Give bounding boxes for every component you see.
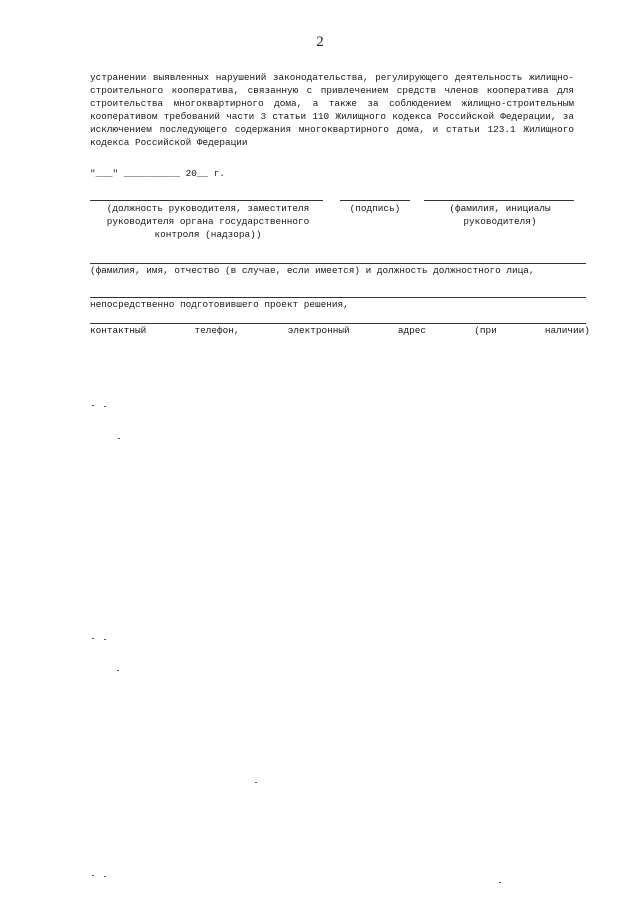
scan-speck: [104, 406, 106, 407]
contact-word: адрес: [397, 325, 426, 336]
prepared-label: непосредственно подготовившего проект решения,: [90, 299, 349, 310]
scan-speck: [104, 639, 106, 640]
contact-word: электронный: [287, 325, 350, 336]
prepared-line: [90, 297, 586, 298]
scan-speck: [92, 638, 94, 639]
official-name-line: [90, 263, 586, 264]
name-signature-line: [424, 200, 574, 201]
contact-word: наличии): [544, 325, 590, 336]
contact-label: [90, 325, 590, 336]
scan-speck: [118, 438, 120, 439]
page-number: 2: [316, 34, 324, 50]
official-name-label: (фамилия, имя, отчество (в случае, если имеется) и должность должностного лица,: [90, 265, 535, 276]
date-line: "___" __________ 20__ г.: [90, 168, 226, 179]
contact-line: [90, 323, 586, 324]
position-label: (должность руководителя, заместителя руководителя органа государственного контроля (надзора)): [106, 203, 310, 240]
scan-speck: [117, 670, 119, 671]
main-paragraph: устранении выявленных нарушений законодательства, регулирующего деятельность жилищно-строительного кооператива, связанную с привлечением средств членов кооператива для строительства многоквартирного дома, а также за соблюдением жилищно-строительным кооперативом требований части 3 статьи 110 Жилищного кодекса Российской Федерации, за исключением последующего содержания многоквартирного дома, и статьи 123.1 Жилищного кодекса Российской Федерации: [90, 72, 574, 148]
scan-speck: [92, 405, 94, 406]
signature-line: [340, 200, 410, 201]
contact-word: контактный: [90, 325, 147, 336]
scan-speck: [499, 882, 501, 883]
contact-word: телефон,: [194, 325, 240, 336]
scan-speck: [104, 876, 106, 877]
scan-speck: [255, 782, 257, 783]
scan-speck: [92, 875, 94, 876]
signature-label: (подпись): [349, 203, 401, 214]
name-label: (фамилия, инициалы руководителя): [449, 203, 551, 227]
contact-word: (при: [474, 325, 497, 336]
position-signature-line: [90, 200, 323, 201]
